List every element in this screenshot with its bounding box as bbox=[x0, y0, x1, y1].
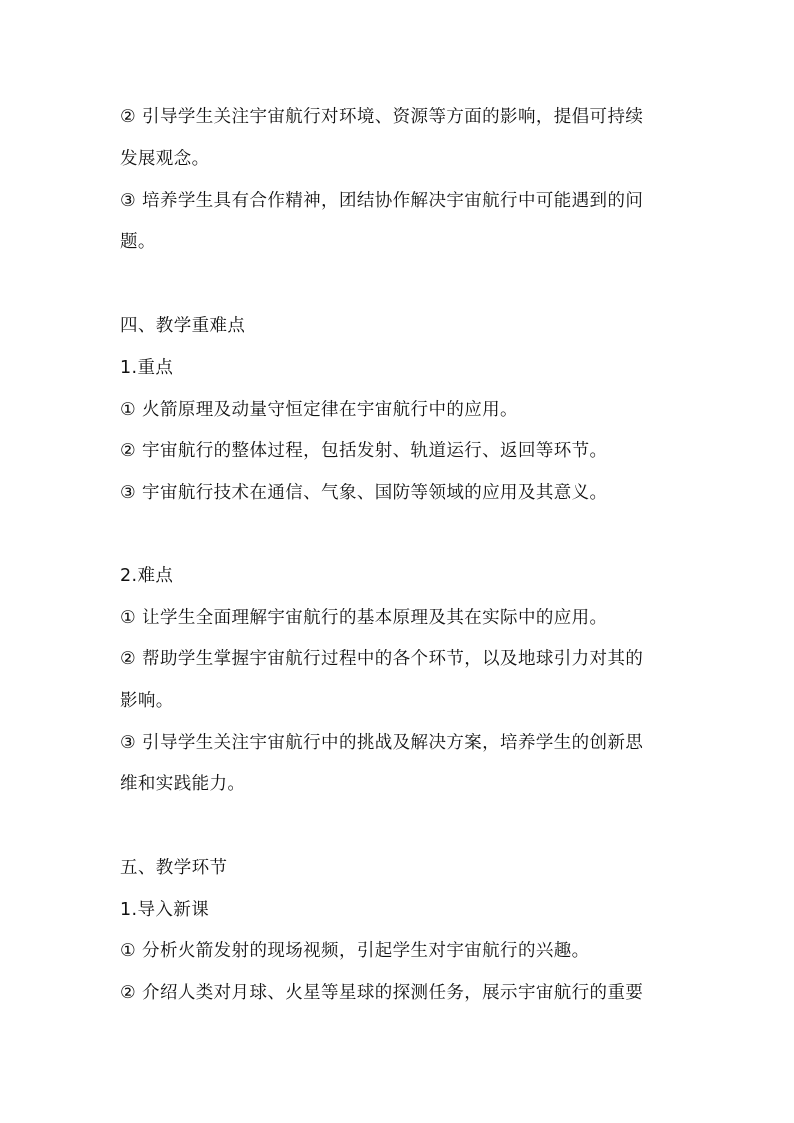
list-item: ② 介绍人类对月球、火星等星球的探测任务，展示宇宙航行的重要 bbox=[120, 983, 644, 1003]
list-item: ③ 宇宙航行技术在通信、气象、国防等领域的应用及其意义。 bbox=[120, 483, 608, 503]
list-item: ② 宇宙航行的整体过程，包括发射、轨道运行、返回等环节。 bbox=[120, 441, 608, 461]
list-item: ② 帮助学生掌握宇宙航行过程中的各个环节，以及地球引力对其的 bbox=[120, 649, 644, 669]
list-item-continuation: 影响。 bbox=[120, 691, 174, 711]
list-item: ① 分析火箭发射的现场视频，引起学生对宇宙航行的兴趣。 bbox=[120, 941, 590, 961]
paragraph-line: 发展观念。 bbox=[120, 149, 210, 169]
paragraph-line: ② 引导学生关注宇宙航行对环境、资源等方面的影响，提倡可持续 bbox=[120, 107, 644, 127]
section-heading: 四、教学重难点 bbox=[120, 316, 246, 336]
list-item-continuation: 维和实践能力。 bbox=[120, 774, 246, 794]
list-item: ① 让学生全面理解宇宙航行的基本原理及其在实际中的应用。 bbox=[120, 608, 608, 628]
paragraph-line: ③ 培养学生具有合作精神，团结协作解决宇宙航行中可能遇到的问 bbox=[120, 191, 644, 211]
list-item: ③ 引导学生关注宇宙航行中的挑战及解决方案，培养学生的创新思 bbox=[120, 733, 644, 753]
subsection-label: 1.重点 bbox=[120, 358, 174, 378]
subsection-label: 2.难点 bbox=[120, 566, 174, 586]
subsection-label: 1.导入新课 bbox=[120, 900, 210, 920]
section-heading: 五、教学环节 bbox=[120, 858, 228, 878]
list-item: ① 火箭原理及动量守恒定律在宇宙航行中的应用。 bbox=[120, 400, 518, 420]
paragraph-line: 题。 bbox=[120, 232, 156, 252]
